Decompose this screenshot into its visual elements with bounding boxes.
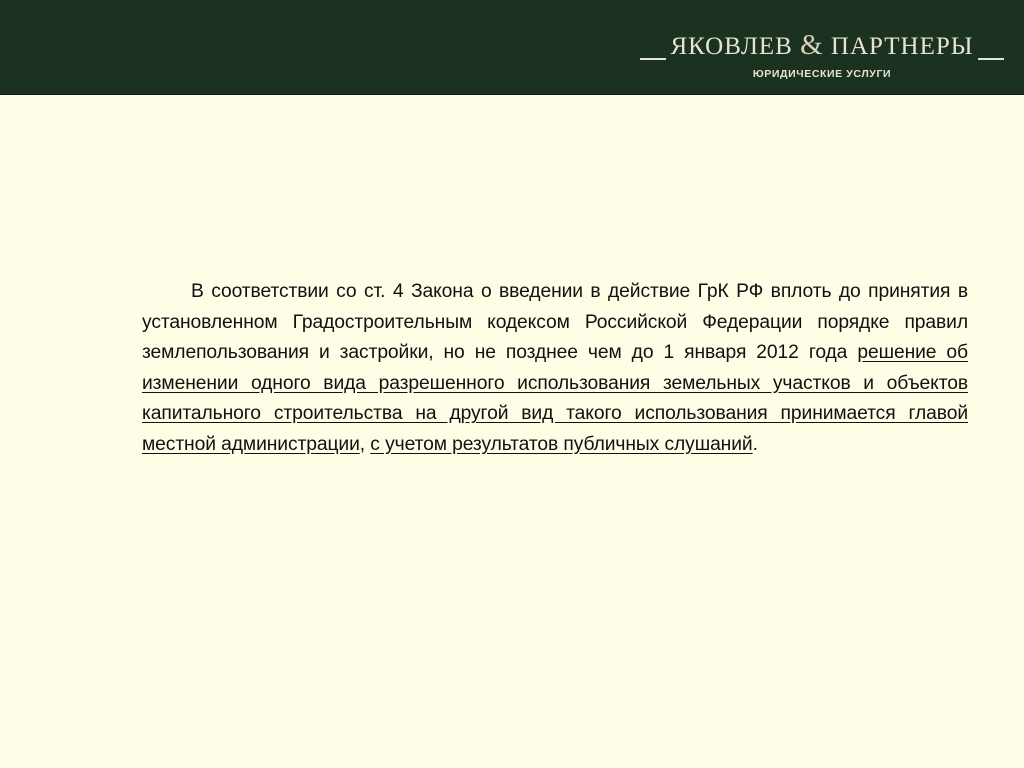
logo-name [670,30,973,62]
main-paragraph [142,277,968,460]
paragraph-separator: , [359,433,371,455]
company-logo [640,26,1004,82]
logo-subtitle: ЮРИДИЧЕСКИЕ УСЛУГИ [752,68,892,80]
logo-name-line [640,26,1004,62]
logo-name-right: ПАРТНЕРЫ [830,33,974,60]
logo-ampersand: & [800,29,824,61]
underlined-decision: решение об изменении одного вида разрешенного использования земельных участков и объектов капитального строительства на другой вид такого использования принимается главой местной администрации [142,342,968,455]
paragraph-end: . [752,433,758,455]
paragraph-text-1: В соответствии со ст. 4 Закона о введении в действие ГрК РФ вплоть до принятия в установленном Градостроительным кодексом Российской Федерации порядке правил землепользования и застройки, но не позднее чем до 1 января 2012 года [142,281,968,364]
underlined-hearings: с учетом результатов публичных слушаний [370,433,753,455]
header-bar [0,0,1024,95]
logo-name-left: ЯКОВЛЕВ [670,33,793,60]
